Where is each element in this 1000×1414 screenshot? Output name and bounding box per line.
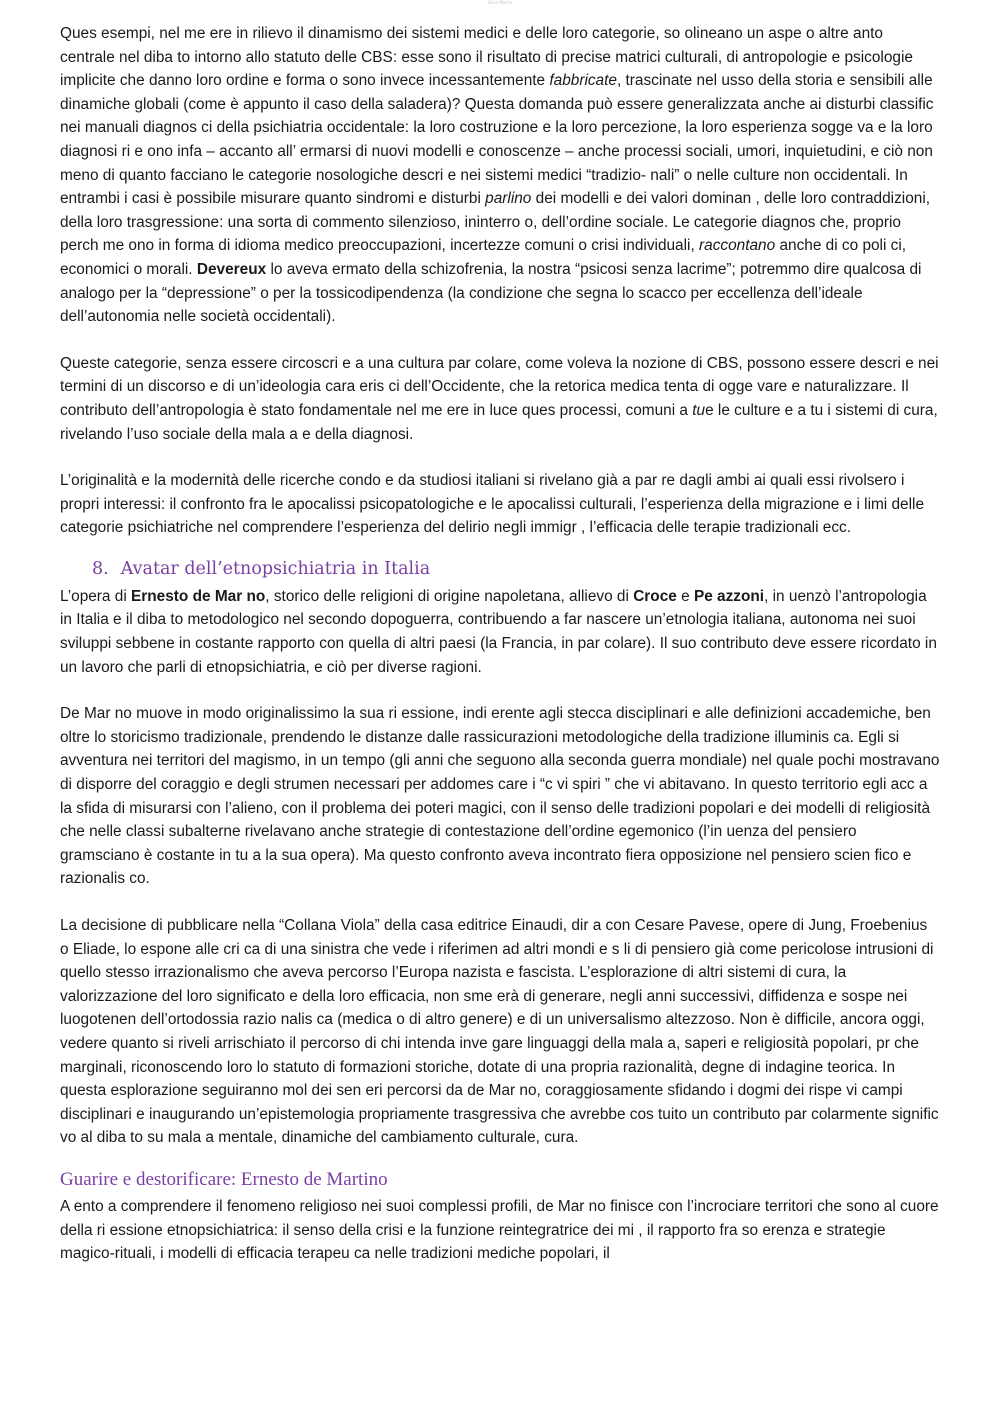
subsection-heading: Guarire e destorificare: Ernesto de Martino [60, 1168, 388, 1190]
paragraph-5: De Mar no muove in modo originalissimo la sua ri essione, indi erente agli stecca disciplinari e alle definizioni accademiche, ben oltre lo storicismo tradizionale, prendendo le distanze dalle rassicurazioni metodologiche della tradizione illuminis ca. Egli si avventura nei territori del magismo, in un tempo (gli anni che seguono alla seconda guerra mondiale) nel quale pochi mostravano di disporre del coraggio e degli strumen necessari per addomes care i “c vi spiri ” che vi abitavano. In questo territorio egli acc a la sfida di misurarsi con l’alieno, con il problema dei poteri magici, con il senso delle tradizioni popolari e dei modelli di religiosità che nelle classi subalterne rivelavano anche strategie di contestazione dell’ordine egemonico (l’in uenza del pensiero gramsciano è costante in tu a la sua opera). Ma questo confronto aveva incontrato fiera opposizione nel pensiero scien fico e razionalis co. [60, 705, 940, 888]
paragraph-1: Ques esempi, nel me ere in rilievo il dinamismo dei sistemi medici e delle loro categorie, so olineano un aspe o altre anto centrale nel diba to intorno allo statuto delle CBS: esse sono il risultato di precise matrici culturali, di antropologie e psicologie implicite che danno loro ordine e forma o sono invece incessantemente fabbricate, trascinate nel usso della storia e sensibili alle dinamiche globali (come è appunto il caso della saladera)? Questa domanda può essere generalizzata anche ai disturbi classific nei manuali diagnos ci della psichiatria occidentale: la loro costruzione e la loro percezione, la loro esperienza sogge va e la loro diagnosi ri e ono infa – accanto all’ ermarsi di nuovi modelli e conoscenze – anche processi sociali, umori, inquietudini, e ciò non meno di quanto facciano le categorie nosologiche descri e nei sistemi medici “tradizio- nali” o nelle culture non occidentali. In entrambi i casi è possibile misurare quanto sindromi e disturbi parlino dei modelli e dei valori dominan , delle loro contraddizioni, della loro trasgressione: una sorta di commento silenzioso, ininterro o, dell’ordine sociale. Le categorie diagnos che, proprio perch me ono in forma di idioma medico preoccupazioni, incertezze comuni o crisi individuali, raccontano anche di co poli ci, economici o morali. Devereux lo aveva ermato della schizofrenia, la nostra “psicosi senza lacrime”; potremmo dire qualcosa di analogo per la “depressione” o per la tossicodipendenza (la condizione che segna lo scacco per eccellenza dell’ideale dell’autonomia nelle società occidentali). [60, 25, 934, 326]
paragraph-7: A ento a comprendere il fenomeno religioso nei suoi complessi profili, de Mar no finisce con l’incrociare territori che sono al cuore della ri essione etnopsichiatrica: il senso della crisi e la funzione reintegratrice dei mi , il rapporto fra so erenza e strategie magico-rituali, i modelli di efficacia terapeu ca nelle tradizioni mediche popolari, il [60, 1197, 939, 1263]
section-title: Avatar dell’etnopsichiatria in Italia [120, 558, 431, 579]
paragraph-6: La decisione di pubblicare nella “Collana Viola” della casa editrice Einaudi, dir a con Cesare Pavese, opere di Jung, Froebenius o Eliade, lo espone alle cri ca di una sinistra che vede i riferimen ad altri mondi e s li di pensiero già come pericolose intrusioni di quello stesso irrazionalismo che aveva percorso l’Europa nazista e fascista. L’esplorazione di altri sistemi di cura, la valorizzazione del loro significato e della loro efficacia, non sme erà di generare, negli anni successivi, diffidenza e sospe nei luogotenen dell’ortodossia razio nalis ca (medica o di altro genere) e di un universalismo altezzoso. Non è difficile, ancora oggi, vedere quanto si riveli arrischiato il percorso di chi intenda inve gare linguaggi della mala a, saperi e religiosità popolari, pr che marginali, riconoscendo loro lo statuto di formazioni storiche, dotate di una propria razionalità, degne di indagine teorica. In questa esplorazione seguiranno mol dei sen eri percorsi da de Mar no, coraggiosamente sfidando i dogmi dei rispe vi campi disciplinari e inaugurando un’epistemologia propriamente trasgressiva che avrebbe cos tuito un contributo par colarmente signific vo al diba to su mala a mentale, dinamiche del cambiamento culturale, cura. [60, 917, 939, 1147]
section-number: 8. [92, 558, 109, 579]
paragraph-2: Queste categorie, senza essere circoscri e a una cultura par colare, come voleva la nozione di CBS, possono essere descri e nei termini di un discorso e di un’ideologia cara eris ci dell’Occidente, che la retorica medica tenta di ogge vare e naturalizzare. Il contributo dell’antropologia è stato fondamentale nel me ere in luce ques processi, comuni a tue le culture e a tu i sistemi di cura, rivelando l’uso sociale della mala a e della diagnosi. [60, 354, 939, 443]
paragraph-3: L’originalità e la modernità delle ricerche condo e da studiosi italiani si rivelano già a par re dagli ambi ai quali essi rivolsero i propri interessi: il confronto fra le apocalissi psicopatologiche e le apocalissi culturali, l’esperienza della migrazione e i limi delle categorie psichiatriche nel comprendere l’esperienza del delirio negli immigr , l’efficacia delle terapie tradizionali ecc. [60, 472, 925, 537]
section-heading-8 [92, 557, 940, 581]
document-page [60, 22, 940, 1289]
page-header-mark: Saint Martin [487, 0, 513, 5]
paragraph-4: L’opera di Ernesto de Mar no, storico delle religioni di origine napoletana, allievo di Croce e Pe azzoni, in uenzò l’antropologia in Italia e il diba to metodologico nel secondo dopoguerra, contribuendo a far nascere un’etnologia italiana, autonoma nei suoi sviluppi sebbene in costante rapporto con quella di altri paesi (la Francia, in par colare). Il suo contributo deve essere ricordato in un lavoro che parli di etnopsichiatria, e ciò per diverse ragioni. [60, 587, 937, 676]
